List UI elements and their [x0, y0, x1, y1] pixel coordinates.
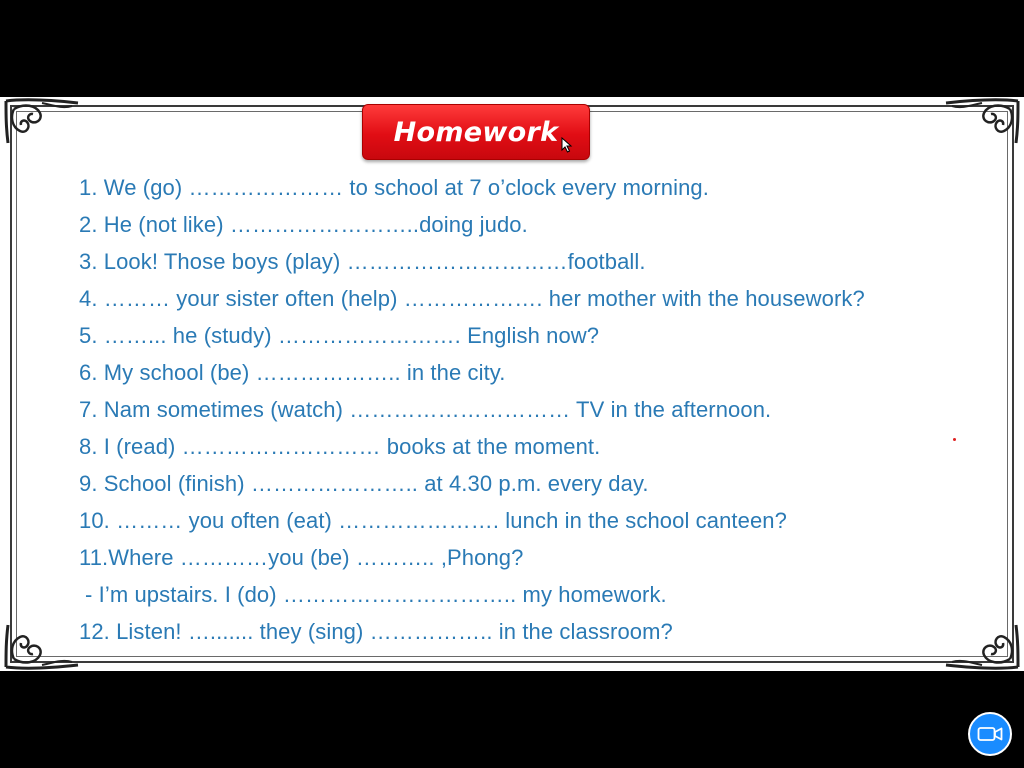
slide: [0, 97, 1024, 671]
corner-ornament-icon: [942, 621, 1022, 671]
corner-ornament-icon: [2, 97, 82, 147]
exercise-item: 9. School (finish) ………………….. at 4.30 p.m. every day.: [79, 471, 649, 496]
exercise-item: 11.Where …………you (be) ……….. ,Phong?: [79, 545, 524, 570]
exercise-item: 4. ……… your sister often (help) ………………. her mother with the housework?: [79, 286, 865, 311]
exercise-item: 12. Listen! …....... they (sing) …………….. in the classroom?: [79, 619, 673, 644]
corner-ornament-icon: [2, 621, 82, 671]
exercise-list: [79, 169, 865, 650]
video-camera-icon: [977, 726, 1003, 742]
exercise-item-answer: - I’m upstairs. I (do) ………………………….. my homework.: [85, 582, 667, 607]
exercise-item: 8. I (read) ……………………… books at the moment.: [79, 434, 601, 459]
exercise-item: 5. ……... he (study) ……………………. English now?: [79, 323, 600, 348]
exercise-item: 7. Nam sometimes (watch) ………………………… TV in the afternoon.: [79, 397, 772, 422]
video-camera-button[interactable]: [968, 712, 1012, 756]
page-title: Homework: [393, 116, 559, 148]
exercise-item: 10. ……… you often (eat) …………………. lunch in the school canteen?: [79, 508, 787, 533]
pointer-dot: [953, 438, 956, 441]
exercise-item: 3. Look! Those boys (play) …………………………football.: [79, 249, 646, 274]
mouse-pointer-icon: [561, 137, 573, 153]
corner-ornament-icon: [942, 97, 1022, 147]
exercise-item: 6. My school (be) ……………….. in the city.: [79, 360, 506, 385]
exercise-item: 2. He (not like) ……………………..doing judo.: [79, 212, 528, 237]
homework-title-badge: [362, 104, 590, 160]
exercise-item: 1. We (go) ………………… to school at 7 o’clock every morning.: [79, 175, 709, 200]
